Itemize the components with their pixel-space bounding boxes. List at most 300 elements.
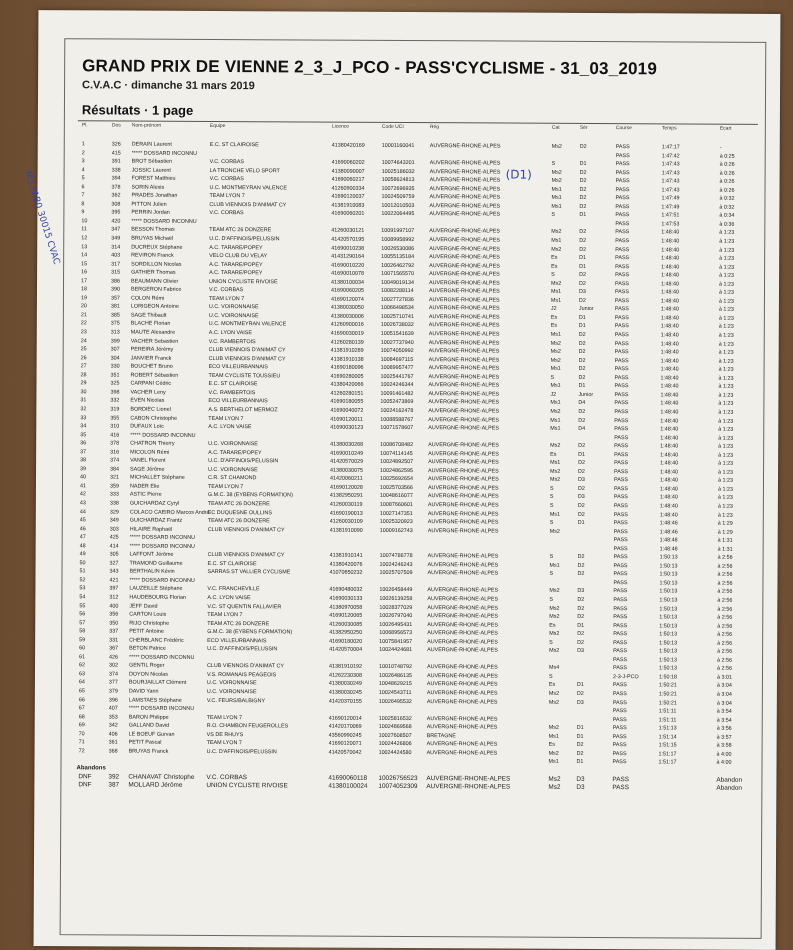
table-cell: D3 [577,477,585,484]
table-cell: 10066498534 [380,305,414,312]
table-cell: PASS [612,725,627,732]
table-cell: V.C. FRANCHEVILLE [207,586,260,593]
table-cell: AUVERGNE-RHONE-ALPES [427,630,498,637]
table-cell: 385 [110,312,120,319]
table-cell: Ms2 [548,750,559,757]
table-cell: J2 [550,391,557,398]
table-cell: 12 [81,235,88,242]
table-cell: VANEL Florent [130,457,166,464]
table-cell: D2 [579,178,587,185]
table-cell: V.C. FEURS/BALBIGNY [206,697,266,704]
table-cell: 70 [78,731,85,738]
table-cell: 1:48:40 [660,349,679,356]
table-cell: 1:50:13 [659,648,678,655]
organizer: C.V.A.C [82,79,122,92]
table-cell: 355 [110,414,120,421]
table-cell: à 4:00 [716,751,732,758]
table-cell: à 1:29 [717,520,733,527]
table-cell: 10074643201 [381,159,415,167]
table-cell: 1:48:40 [660,332,679,339]
table-cell: 26 [80,354,87,361]
table-cell: S [549,639,553,646]
table-cell: PASS [613,579,628,587]
table-cell: PASS [615,263,630,270]
table-cell: 1:50:13 [659,631,678,638]
table-cell: Ms2 [550,468,561,475]
table-cell: Ms2 [550,348,561,355]
table-cell: MAUTE Alexandre [130,329,176,336]
table-cell: 41380420066 [330,381,364,389]
table-cell: 10025441767 [380,373,414,380]
table-cell: 10074050992 [380,347,414,355]
table-cell: à 0:32 [719,195,735,202]
table-cell: U.C. D'AFFINOIS/PELUSSIN [207,646,278,653]
table-cell: 41690060201 [331,210,365,218]
table-cell: 41382950291 [329,493,363,500]
table-cell: U.C. VOIRONNAISE [208,441,258,448]
table-cell: 15 [81,260,88,267]
table-cell: à 1:23 [718,409,734,416]
table-cell: AUVERGNE-RHONE-ALPES [427,621,498,629]
table-cell: 25 [80,346,87,353]
table-cell: 10025816532 [378,715,412,722]
table-cell: 425 [109,534,119,541]
table-cell: D3 [576,699,584,706]
table-cell: S [551,212,556,219]
table-cell: 400 [109,602,119,610]
table-cell: 8 [81,201,85,208]
table-cell: 41420060211 [329,475,363,483]
table-cell: DNF [78,773,92,781]
table-cell: PASS [613,477,629,484]
table-cell: D2 [576,690,584,697]
table-cell: AUVERGNE-RHONE-ALPES [428,288,500,295]
table-cell: 1:47:49 [661,204,680,211]
table-cell: 11 [81,226,87,233]
column-header: Temps [661,125,677,132]
table-cell: D2 [577,631,585,638]
table-cell: à 1:23 [718,289,734,297]
table-cell: PASS [615,272,630,279]
table-cell: 41260280151 [330,390,364,397]
table-cell: à 2:56 [717,640,733,647]
table-cell [428,535,538,536]
table-cell: 1:50:18 [658,674,677,681]
table-cell: 41380420169 [331,142,365,149]
table-cell: à 2:56 [717,623,733,630]
table-cell: ***** DOSSARD INCONNU [129,654,195,661]
table-cell: TEAM CYCLISTE TOUSSIEU [208,372,281,380]
table-cell: à 1:23 [718,443,734,450]
table-cell: 1:50:13 [659,580,678,587]
table-cell: D2 [579,143,587,150]
table-cell: Ms1 [551,203,562,210]
table-cell: AUVERGNE-RHONE-ALPES [429,177,501,184]
table-cell: 10024892507 [380,459,414,466]
table-cell: AUVERGNE-RHONE-ALPES [429,168,501,176]
table-cell: AUVERGNE-RHONE-ALPES [427,476,499,483]
table-cell: 1:48:40 [660,298,679,305]
table-cell: 43560990245 [328,732,362,739]
table-cell: PASS [614,357,629,364]
table-cell: Ms2 [550,357,561,364]
table-cell: 1:48:40 [660,306,679,313]
table-cell: 1:48:40 [660,417,679,424]
table-cell: D2 [577,596,585,603]
table-cell: A.C. TARARE/POPEY [209,244,263,251]
table-cell: PASS [613,494,628,501]
table-cell: 41690120065 [329,612,363,619]
table-cell: PASS [614,366,629,373]
table-cell: ASTIC Pierre [129,491,162,499]
table-cell: 331 [109,637,119,644]
table-cell: 1:48:40 [661,255,680,262]
table-cell: 420 [111,218,121,225]
table-cell: 1:48:40 [660,383,679,390]
table-cell: 10071565570 [381,271,415,278]
table-cell: PASS [614,468,629,475]
table-cell: à 3:04 [716,691,732,698]
table-cell: Ms1 [548,733,559,740]
table-cell: PASS [615,144,630,151]
table-cell: PASS [615,221,630,228]
table-cell: 53 [79,585,86,592]
table-cell: ECO VILLEURBANNAIS [208,398,268,405]
table-cell: 10024509759 [381,194,415,201]
table-cell: 32 [80,406,87,413]
table-cell: 41380030006 [330,313,364,320]
table-cell: à 3:54 [716,717,732,724]
table-cell: D2 [577,571,585,578]
table-cell: U.C. MONTMEYRAN VALENCE [208,321,287,328]
table-cell: ***** DOSSARD INCONNU [129,577,195,584]
table-cell: D2 [579,203,587,210]
table-cell: 41260280139 [330,339,364,346]
table-cell: DERAIN Laurent [131,141,172,148]
table-cell: D2 [579,186,587,193]
table-cell: PASS [614,434,629,441]
table-cell: 1:50:13 [659,657,678,664]
table-cell: 1:47:53 [661,221,680,228]
table-cell: à 1:31 [717,537,733,544]
table-cell: PETIT Antoine [129,628,164,635]
table-cell: 1:48:40 [660,392,679,399]
table-cell: A.C. LYON VAISE [207,594,251,602]
table-cell: 10028377029 [379,604,413,611]
table-cell: 3 [81,158,85,165]
table-cell: à 0:25 [719,153,735,160]
table-cell: 1:48:40 [661,272,680,279]
table-cell: D2 [579,169,587,176]
table-cell: à 1:23 [718,307,734,314]
table-cell: 1:48:40 [660,289,680,296]
table-cell: 10027737940 [380,339,414,346]
results-label: Résultats [81,102,141,118]
table-cell: PASS [614,451,629,458]
table-cell: Ms2 [549,528,560,535]
table-cell: 396 [108,696,118,704]
table-cell: 1:48:48 [659,537,678,544]
table-cell: BESSON Thomas [131,227,175,234]
column-header: Dos [111,122,121,129]
table-cell: FOREST Matthieu [131,175,176,182]
table-cell: 312 [109,594,119,601]
table-cell: PITTON Julien [131,201,167,208]
table-cell: Es [551,254,558,261]
table-cell: HAUDEBOURG Florian [129,594,187,601]
table-cell: AUVERGNE-RHONE-ALPES [427,613,499,620]
table-cell: 41260030085 [329,621,363,628]
table-cell: 1:51:13 [658,725,677,732]
table-cell: AUVERGNE-RHONE-ALPES [426,749,498,757]
table-cell: Ms1 [548,759,559,766]
table-cell: E.C. ST CLAIROISE [209,141,259,149]
table-cell: CLUB VIENNOIS D'ANIMAT CY [208,355,286,363]
table-cell: 406 [108,731,118,738]
table-cell: 10009162743 [379,527,413,534]
table-cell: à 1:23 [718,375,734,382]
table-cell: 349 [109,517,119,524]
table-cell: 374 [110,457,120,464]
table-cell: AUVERGNE-RHONE-ALPES [428,442,499,449]
table-cell: à 3:04 [716,683,732,690]
table-cell: 391 [111,158,121,165]
table-cell: 321 [109,474,120,481]
table-cell: PASS [613,537,628,544]
table-cell: BRETAGNE [426,732,456,739]
event-date: dimanche 31 mars 2019 [131,79,255,93]
table-cell: 1:48:40 [660,315,679,322]
table-cell: PASS [615,195,630,202]
table-cell: 49 [79,551,86,558]
table-cell: 47 [79,534,86,541]
table-cell: D1 [578,314,586,321]
table-cell: à 3:56 [716,725,732,732]
table-cell: PASS [612,716,627,723]
table-cell: 1:48:40 [661,229,680,236]
table-cell: 399 [110,338,120,345]
table-cell: 1:48:40 [660,443,679,450]
table-cell: 310 [110,423,120,430]
table-cell: COLON Rémi [130,295,165,302]
table-cell: AUVERGNE-RHONE-ALPES [428,365,500,372]
table-cell: 4 [81,166,85,173]
table-cell: Es [548,682,556,689]
table-cell: S [549,553,554,561]
table-cell: PASS [613,571,628,578]
table-cell: AUVERGNE-RHONE-ALPES [428,348,500,355]
table-cell: à 2:56 [717,614,733,621]
table-cell: 1:48:40 [660,366,679,373]
table-cell: Ms2 [549,477,561,484]
table-cell: 10055135184 [381,253,415,261]
table-cell: ***** DOSSARD INCONNU [128,705,195,712]
table-cell: AUVERGNE-RHONE-ALPES [429,262,500,270]
table-cell: 1:48:40 [660,409,679,416]
table-cell: à 2:56 [717,657,733,664]
table-cell: 50 [79,560,86,567]
table-cell: AUVERGNE-RHONE-ALPES [428,425,499,432]
table-cell: à 2:56 [717,563,733,570]
table-cell: PASS [614,315,629,322]
table-cell: Ms1 [551,195,562,202]
table-cell: D1 [579,212,587,219]
table-cell: Ms1 [549,511,561,518]
table-cell: ***** DOSSARD INCONNU [130,432,196,439]
table-cell: Ms2 [551,280,562,287]
table-cell: 41690030019 [330,330,364,337]
table-cell: PASS [615,229,630,236]
table-cell: CHATRON Thierry [130,440,175,447]
table-cell: AUVERGNE-RHONE-ALPES [426,673,498,680]
table-cell: 350 [109,620,119,627]
table-cell: SAGE Jérôme [130,466,165,473]
table-cell: Ms1 [550,297,562,304]
column-header: Equipe [209,122,226,130]
table-cell: SORDILLON Nicolas [131,261,182,268]
table-cell [427,757,537,758]
table-cell: PASS [613,631,628,638]
table-cell: D2 [578,297,586,304]
table-cell: UNION CYCLISTE RIVOISE [206,782,288,790]
table-cell: AUVERGNE-RHONE-ALPES [427,664,498,671]
table-cell: à 1:23 [719,264,735,271]
table-cell: Es [550,314,558,321]
table-cell: 63 [78,671,85,678]
table-cell: 60 [79,645,86,652]
table-cell: A.C. TARARE/POPEY [209,270,263,277]
table-cell: PASS [613,648,628,655]
table-cell: 13 [81,243,88,250]
table-cell: TEAM ATC 26 DONZERE [207,518,270,525]
table-cell: 1:48:40 [660,340,679,347]
table-cell: PASS [614,349,629,356]
table-cell: CHERBLANC Frédéric [129,637,184,644]
table-cell: 28 [80,372,87,379]
table-cell: 421 [109,577,119,584]
table-cell: D1 [578,383,586,390]
table-cell: 71 [78,739,85,746]
table-cell: 1:51:15 [658,742,677,749]
table-cell: REVIRON Franck [131,252,174,259]
table-cell: HILAIRE Raphaël [129,526,173,533]
table-cell: 43 [79,500,86,507]
table-cell: D2 [578,460,586,467]
table-cell: 10010748792 [379,664,413,671]
table-cell: BORDIEC Lionel [130,406,171,413]
table-cell: 1:48:40 [659,477,679,484]
table-cell: D1 [579,255,587,262]
table-cell: 1:50:13 [659,622,678,630]
table-cell: V.C. CORBAS [208,287,244,294]
table-cell: PASS [613,562,628,569]
table-cell: 41690060217 [331,176,365,183]
table-cell: Ms2 [548,784,561,792]
table-cell: 333 [109,491,119,498]
table-cell: 395 [111,209,121,216]
table-cell: Ms4 [549,665,560,672]
table-cell: ECO VILLEURBANNAIS [207,637,267,644]
table-cell: à 1:23 [718,383,734,391]
table-cell: AUVERGNE-RHONE-ALPES [427,553,499,560]
table-cell: Es [550,323,558,330]
table-cell: D1 [576,759,584,766]
table-cell: 10024543711 [378,689,412,697]
table-cell: 19 [80,295,87,302]
table-cell: 1:48:40 [661,263,680,271]
table-cell: 10071578607 [380,424,414,432]
table-cell: S [549,485,554,492]
table-cell: 41381910192 [329,663,363,671]
table-cell: 374 [108,671,118,678]
table-cell: 10025703566 [379,484,413,491]
table-cell: à 1:23 [719,247,735,254]
table-cell: D2 [577,613,585,621]
table-cell: 356 [109,611,119,618]
table-cell: BROT Sébastien [131,158,173,165]
table-cell: U.C. D'AFFINOIS/PELUSSIN [208,458,279,465]
table-cell: 1:51:11 [658,716,677,724]
table-cell: CLUB VIENNOIS D'ANIMAT CY [207,526,285,533]
table-cell: AUVERGNE-RHONE-ALPES [428,467,499,475]
table-cell: C.R. ST CHAMOND [207,475,257,482]
table-cell: 381 [110,303,120,310]
table-cell: 41690060118 [328,774,368,782]
separator: · [144,102,149,118]
table-cell: AUVERGNE-RHONE-ALPES [427,604,499,612]
table-cell: 1:48:40 [659,503,678,510]
column-header: Nom-prénom [131,122,162,129]
table-cell: PASS [615,246,630,253]
table-cell: 327 [109,560,119,567]
table-cell: 343 [109,568,119,575]
column-header: Rég [429,124,440,131]
table-cell: 330 [110,363,120,370]
table-cell: à 1:23 [718,324,734,331]
table-cell: Ms2 [549,648,560,655]
table-cell: PASS [615,238,630,245]
table-cell: à 1:23 [718,426,734,433]
table-cell: 1:48:48 [659,546,678,553]
table-cell: 338 [109,500,119,507]
table-cell: U.C. VOIRONNAISE [206,680,257,687]
table-cell: 10024246344 [380,382,414,389]
table-cell: AUVERGNE-RHONE-ALPES [426,681,498,688]
table-cell: D1 [578,323,586,330]
table-cell: à 1:23 [717,503,733,510]
table-cell: 10025320923 [379,518,413,526]
table-cell: à 0:26 [719,178,735,185]
table-cell: 1:48:40 [661,246,680,253]
table-cell: à 1:23 [718,366,734,373]
table-cell: 10048629215 [378,681,412,688]
table-cell: Ms1 [551,237,562,244]
table-cell: Ms1 [550,289,562,296]
table-cell: TEAM LYON 7 [207,483,244,491]
table-cell: PASS [612,742,627,749]
table-cell: 41690120071 [328,740,362,748]
table-cell: 58 [79,628,86,635]
table-cell: 10072696935 [381,185,415,192]
table-cell: S [551,271,555,278]
table-cell: 10048616077 [379,493,413,500]
table-cell: à 1:23 [719,272,735,279]
table-cell: 41431290164 [331,253,365,260]
table-cell: J2 [550,306,557,313]
table-cell: 10026756523 [378,774,418,782]
table-cell: BLACHE Florian [130,321,171,328]
table-cell: 41420570195 [331,236,365,243]
